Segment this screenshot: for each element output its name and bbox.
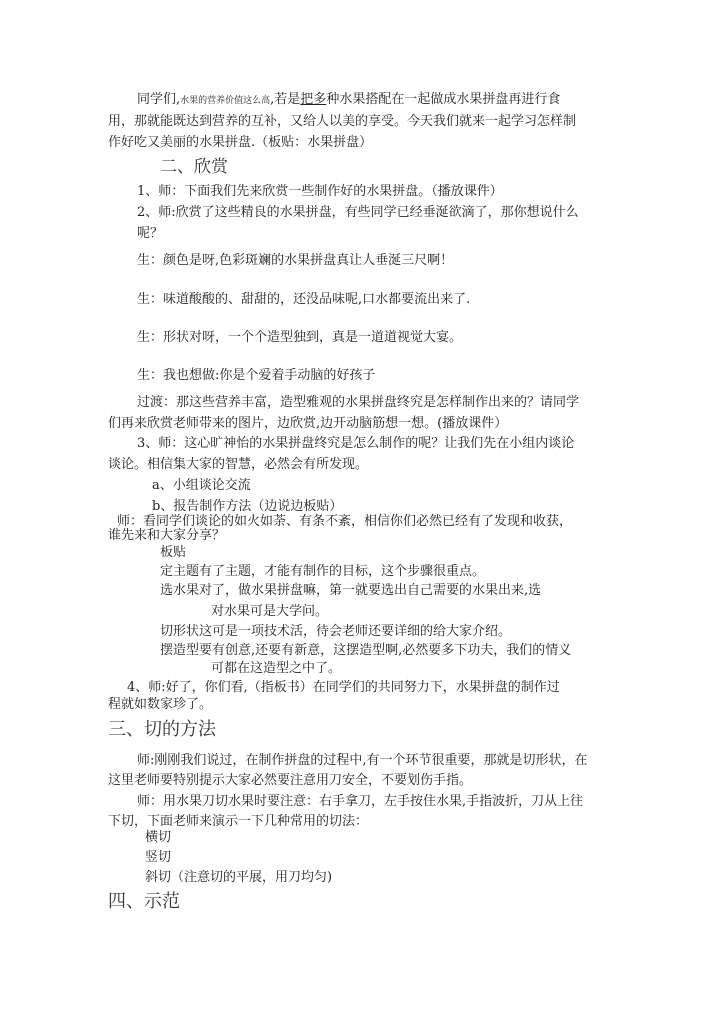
list-item: 竖切 xyxy=(145,850,172,865)
paragraph-line: 定主题有了主题，才能有制作的目标，这个步骤很重点。 xyxy=(160,564,486,579)
text: 同学们, xyxy=(137,92,181,107)
paragraph-line: 选水果对了，做水果拼盘嘛，第一就要选出自己需要的水果出来,选 xyxy=(160,583,542,598)
paragraph-line: 谁先来和大家分享？ xyxy=(108,528,226,543)
intro-line-3: 作好吃又美丽的水果拼盘.（板贴：水果拼盘） xyxy=(108,135,373,150)
small-text: 水果的营养价值这么高 xyxy=(180,96,271,106)
section-heading: 三、切的方法 xyxy=(108,719,216,740)
paragraph-line: 生：我也想做:你是个爱着手动脑的好孩子 xyxy=(137,368,376,383)
paragraph-line: 谈论。相信集大家的智慧，必然会有所发现。 xyxy=(108,457,369,472)
paragraph-line: 程就如数家珍了。 xyxy=(108,697,213,712)
section-heading: 四、示范 xyxy=(108,891,180,912)
paragraph-line: 过渡：那这些营养丰富，造型雅观的水果拼盘终究是怎样制作出来的？请同学 xyxy=(137,395,580,410)
list-item: 横切 xyxy=(145,830,172,845)
paragraph-line: 4、师:好了，你们看,（指板书）在同学们的共同努力下，水果拼盘的制作过 xyxy=(127,680,560,695)
paragraph-line: 生：形状对呀，一个个造型独到，真是一道道视觉大宴。 xyxy=(137,330,463,345)
underlined-text: 把多 xyxy=(300,92,327,107)
paragraph-line: 2、师:欣赏了这些精良的水果拼盘，有些同学已经垂涎欲滴了，那你想说什么 xyxy=(137,205,579,220)
list-item: b、报告制作方法（边说边板贴） xyxy=(152,499,343,514)
intro-line-2: 用，那就能既达到营养的互补，又给人以美的享受。今天我们就来一起学习怎样制 xyxy=(108,114,577,129)
intro-line-1 xyxy=(137,92,560,109)
section-heading: 二、欣赏 xyxy=(160,157,228,177)
text: ,若是 xyxy=(270,92,301,107)
paragraph-line: 下切，下面老师来演示一下几种常用的切法： xyxy=(108,814,369,829)
paragraph-line: 们再来欣赏老师带来的图片，边欣赏,边开动脑筋想一想。(播放课件） xyxy=(108,416,508,431)
paragraph-line: 1、师：下面我们先来欣赏一些制作好的水果拼盘。（播放课件） xyxy=(137,184,503,199)
list-item: a、小组谈论交流 xyxy=(152,478,251,493)
paragraph-line: 呢？ xyxy=(137,226,164,241)
paragraph-line: 师：看同学们谈论的如火如荼、有条不紊，相信你们必然已经有了发现和收获， xyxy=(117,514,573,529)
paragraph-line: 对水果可是大学问。 xyxy=(211,604,329,619)
paragraph-line: 可都在这造型之中了。 xyxy=(211,661,342,676)
paragraph-line: 师:刚刚我们说过，在制作拼盘的过程中,有一个环节很重要，那就是切形状，在 xyxy=(137,753,588,768)
list-item: 斜切（注意切的平展，用刀均匀) xyxy=(145,870,333,885)
paragraph-line: 切形状这可是一项技术活，待会老师还要详细的给大家介绍。 xyxy=(160,624,512,639)
paragraph-line: 师：用水果刀切水果时要注意：右手拿刀，左手按住水果,手指波折，刀从上往 xyxy=(137,794,584,809)
paragraph-line: 板贴 xyxy=(160,545,187,560)
text: 种水果搭配在一起做成水果拼盘再进行食 xyxy=(326,92,561,107)
paragraph-line: 这里老师要特别提示大家必然要注意用刀安全，不要划伤手指。 xyxy=(108,773,473,788)
paragraph-line: 摆造型要有创意,还要有新意，这摆造型啊,必然要多下功夫，我们的情义 xyxy=(160,643,572,658)
paragraph-line: 生：颜色是呀,色彩斑斓的水果拼盘真让人垂涎三尺啊！ xyxy=(137,253,454,268)
paragraph-line: 3、师：这心旷神怡的水果拼盘终究是怎么制作的呢？让我们先在小组内谈论 xyxy=(137,436,575,451)
paragraph-line: 生：味道酸酸的、甜甜的，还没品味呢,口水都要流出来了. xyxy=(137,292,471,307)
